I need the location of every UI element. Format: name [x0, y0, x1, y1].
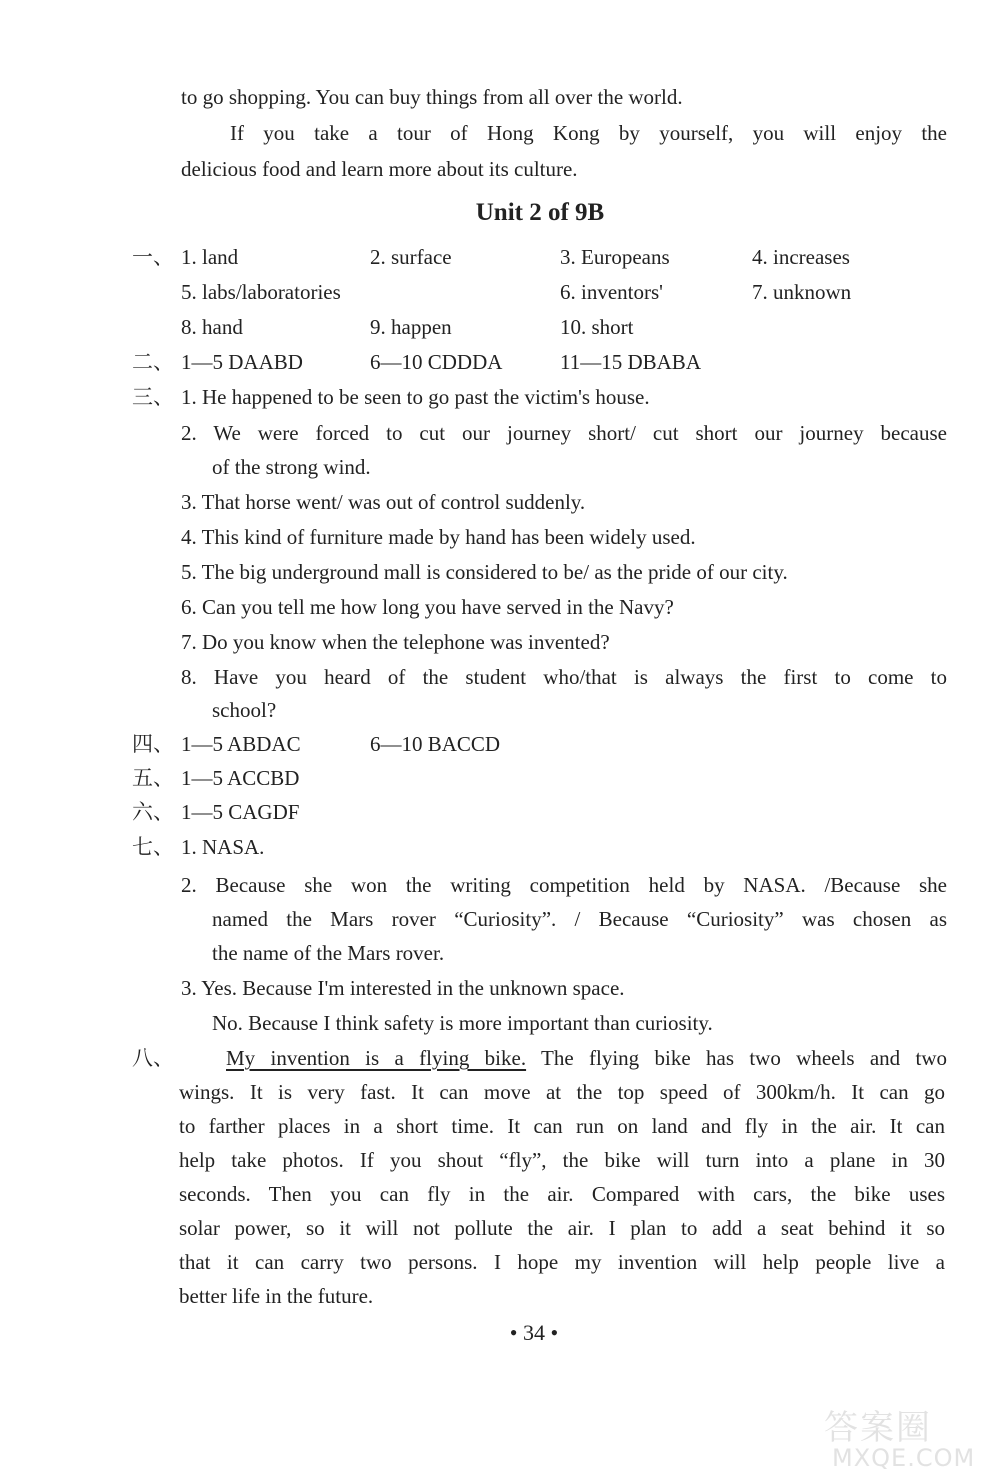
s8-line-1-rest: The flying bike has two wheels and two [526, 1046, 947, 1070]
s4-group-b: 6—10 BACCD [370, 732, 501, 756]
s3-sentence-1: 1. He happened to be seen to go past the victim's house. [181, 385, 650, 409]
s1-item-2: 2. surface [370, 245, 452, 269]
s1-item-10: 10. short [560, 315, 634, 339]
s1-item-9: 9. happen [370, 315, 452, 339]
intro-line-2: If you take a tour of Hong Kong by yourself, you will enjoy the [230, 121, 947, 145]
watermark-logo: 答案圈 [824, 1408, 932, 1448]
s3-sentence-8b: school? [212, 698, 277, 722]
s7-answer-2b: named the Mars rover “Curiosity”. / Because “Curiosity” was chosen as [212, 907, 947, 931]
s7-answer-2a: 2. Because she won the writing competition held by NASA. /Because she [181, 873, 947, 897]
s1-item-8: 8. hand [181, 315, 243, 339]
s8-line-5: seconds. Then you can fly in the air. Compared with cars, the bike uses [179, 1182, 945, 1206]
s1-item-5: 5. labs/laboratories [181, 280, 341, 304]
section-7-mark: 七、 [132, 835, 174, 859]
s7-answer-3b: No. Because I think safety is more important than curiosity. [212, 1011, 713, 1035]
s3-sentence-3: 3. That horse went/ was out of control suddenly. [181, 490, 586, 514]
s1-item-4: 4. increases [752, 245, 850, 269]
s8-line-2: wings. It is very fast. It can move at the top speed of 300km/h. It can go [179, 1080, 945, 1104]
unit-title: Unit 2 of 9B [475, 199, 605, 226]
s8-line-6: solar power, so it will not pollute the air. I plan to add a seat behind it so [179, 1216, 945, 1240]
section-2-mark: 二、 [132, 350, 174, 374]
s8-line-1 [226, 1041, 947, 1075]
s1-item-1: 1. land [181, 245, 239, 269]
s3-sentence-6: 6. Can you tell me how long you have served in the Navy? [181, 595, 674, 619]
s2-group-b: 6—10 CDDDA [370, 350, 503, 374]
s7-answer-2c: the name of the Mars rover. [212, 941, 445, 965]
s3-sentence-5: 5. The big underground mall is considered to be/ as the pride of our city. [181, 560, 788, 584]
intro-line-3: delicious food and learn more about its culture. [181, 157, 578, 181]
section-1-mark: 一、 [132, 245, 174, 269]
s3-sentence-2b: of the strong wind. [212, 455, 371, 479]
s7-answer-1: 1. NASA. [181, 835, 265, 859]
s8-line-8: better life in the future. [179, 1284, 374, 1308]
watermark-url: MXQE.COM [832, 1444, 976, 1472]
section-8-mark: 八、 [132, 1046, 174, 1070]
s6-group-a: 1—5 CAGDF [181, 800, 300, 824]
s4-group-a: 1—5 ABDAC [181, 732, 301, 756]
s3-sentence-4: 4. This kind of furniture made by hand has been widely used. [181, 525, 696, 549]
section-3-mark: 三、 [132, 385, 174, 409]
intro-line-1: to go shopping. You can buy things from all over the world. [181, 85, 683, 109]
s8-line-7: that it can carry two persons. I hope my invention will help people live a [179, 1250, 945, 1274]
s2-group-c: 11—15 DBABA [560, 350, 701, 374]
s1-item-7: 7. unknown [752, 280, 852, 304]
page-number: • 34 • [509, 1320, 559, 1345]
s3-sentence-2a: 2. We were forced to cut our journey short/ cut short our journey because [181, 421, 947, 445]
s8-line-3: to farther places in a short time. It can run on land and fly in the air. It can [179, 1114, 945, 1138]
s2-group-a: 1—5 DAABD [181, 350, 303, 374]
s7-answer-3a: 3. Yes. Because I'm interested in the unknown space. [181, 976, 625, 1000]
s8-line-4: help take photos. If you shout “fly”, the bike will turn into a plane in 30 [179, 1148, 945, 1172]
s8-topic-sentence: My invention is a flying bike. [226, 1046, 527, 1070]
section-5-mark: 五、 [132, 766, 174, 790]
s1-item-6: 6. inventors' [560, 280, 663, 304]
s1-item-3: 3. Europeans [560, 245, 670, 269]
section-4-mark: 四、 [132, 732, 174, 756]
watermark [824, 1400, 994, 1480]
section-6-mark: 六、 [132, 800, 174, 824]
s3-sentence-7: 7. Do you know when the telephone was invented? [181, 630, 610, 654]
s3-sentence-8a: 8. Have you heard of the student who/that is always the first to come to [181, 665, 947, 689]
s5-group-a: 1—5 ACCBD [181, 766, 300, 790]
